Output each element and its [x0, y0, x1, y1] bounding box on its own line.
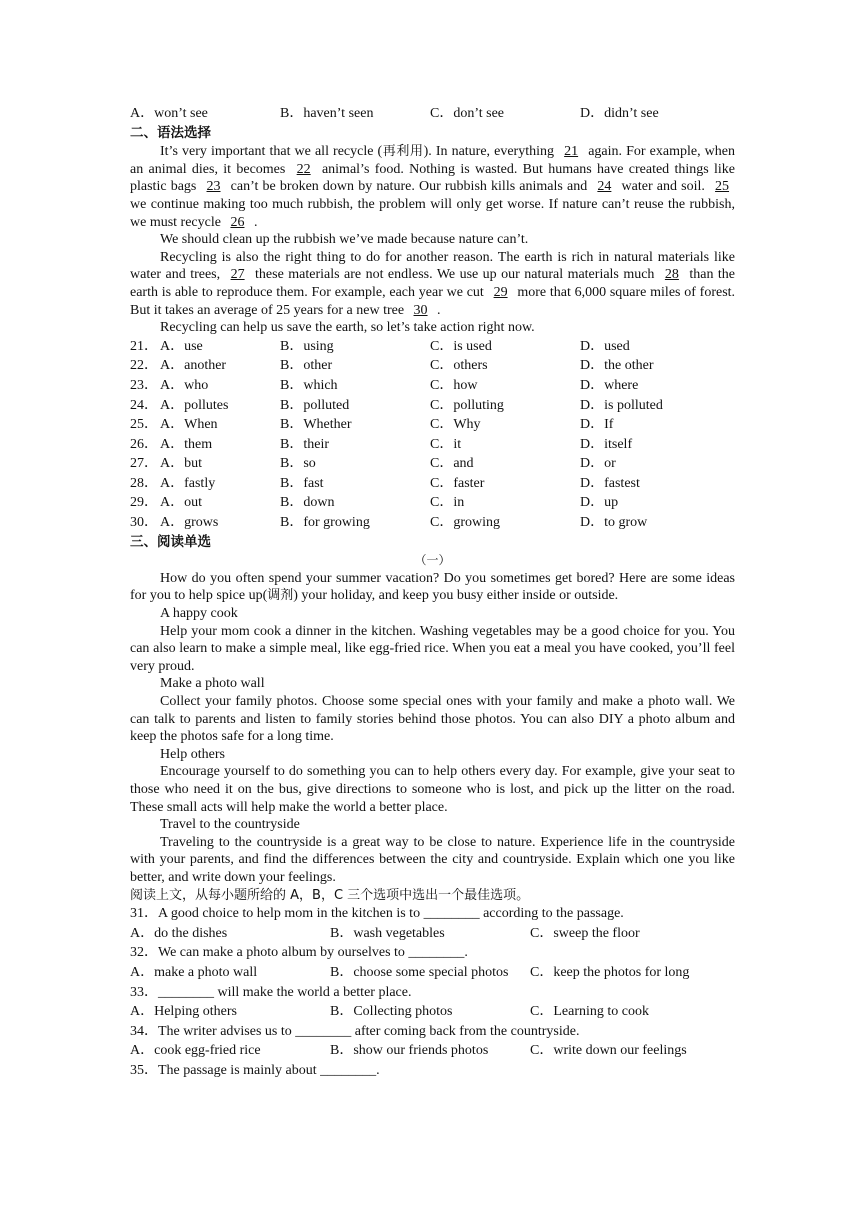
- option-a: A．fastly: [160, 475, 216, 491]
- option-d: D．used: [580, 338, 630, 354]
- question-number: 21．: [130, 338, 158, 354]
- text: .: [253, 214, 258, 230]
- option-d: D．itself: [580, 436, 633, 452]
- option-b: B．show our friends photos: [330, 1043, 489, 1059]
- grammar-paragraph-2: We should clean up the rubbish we’ve made because nature can’t.: [160, 232, 529, 248]
- option-a: A．do the dishes: [130, 925, 228, 941]
- q20-option-d: D．didn’t see: [580, 106, 659, 121]
- option-b: B．Whether: [280, 417, 352, 433]
- question-number: 30．: [130, 515, 158, 531]
- option-a: A．When: [160, 417, 218, 433]
- option-c: C．keep the photos for long: [530, 964, 690, 980]
- option-c: C．polluting: [430, 397, 504, 413]
- reading-question-stem: 33．________ will make the world a better place.: [130, 984, 412, 1000]
- text: more that 6,000 square miles of forest. But it takes an average of 25 years for a new tree: [130, 284, 736, 318]
- option-d: D．is polluted: [580, 397, 663, 413]
- option-c: C．is used: [430, 338, 492, 354]
- reading-paragraph-2: Collect your family photos. Choose some special ones with your family and make a photo wall. We can talk to parents and listen to family stories behind those photos. You can also DIY a photo album and keep the photos safe for a long time.: [130, 694, 735, 745]
- reading-options-row: [130, 1041, 735, 1061]
- option-d: D．the other: [580, 358, 654, 374]
- option-a: A．who: [160, 377, 209, 393]
- reading-question-list: [130, 904, 735, 1061]
- option-c: C．growing: [430, 515, 500, 531]
- text: ) your holiday, and keep you busy either inside or outside.: [293, 588, 619, 604]
- blank-23: 23: [206, 179, 221, 195]
- option-a: A．but: [160, 456, 202, 472]
- text: ). In nature, everything: [423, 144, 555, 160]
- option-b: B．their: [280, 436, 329, 452]
- option-a: A．cook egg-fried rice: [130, 1043, 261, 1059]
- exam-page: [130, 104, 735, 1080]
- option-b: B．for growing: [280, 515, 370, 531]
- option-c: C．Learning to cook: [530, 1004, 649, 1020]
- option-c: C．others: [430, 358, 488, 374]
- reading-options-row: [130, 924, 735, 944]
- question-number: 28．: [130, 475, 158, 491]
- text: these materials are not endless. We use up our natural materials much: [255, 267, 655, 283]
- grammar-question-row: [130, 454, 735, 474]
- option-c: C．faster: [430, 475, 485, 491]
- reading-paragraph-1: Help your mom cook a dinner in the kitchen. Washing vegetables may be a good choice for you. You can also learn to make a simple meal, like egg-fried rice. When you eat a meal you have cooked, you’ll feel very proud.: [130, 623, 735, 674]
- option-c: C．it: [430, 436, 462, 452]
- reading-question-stem: 31．A good choice to help mom in the kitchen is to ________ according to the passage.: [130, 906, 624, 922]
- question-number: 25．: [130, 417, 158, 433]
- reading-heading-3: Help others: [160, 746, 225, 762]
- question-number: 27．: [130, 456, 158, 472]
- question-number: 22．: [130, 358, 158, 374]
- option-a: A．another: [160, 358, 227, 374]
- text: again. For example, when an animal dies, it becomes: [130, 144, 735, 177]
- option-a: A．out: [160, 495, 202, 511]
- option-d: D．up: [580, 495, 619, 511]
- reading-heading-4: Travel to the countryside: [160, 817, 300, 833]
- reading-question-stem: 32．We can make a photo album by ourselves to ________.: [130, 945, 468, 961]
- blank-28: 28: [664, 267, 679, 283]
- q20-option-a: A．won’t see: [130, 106, 208, 121]
- text: we continue making too much rubbish, the problem will only get worse. If nature can’t reuse the rubbish, we must recycle: [130, 196, 735, 230]
- text-cn: 再利用: [382, 144, 424, 160]
- question-number: 26．: [130, 436, 158, 452]
- option-a: A．use: [160, 338, 203, 354]
- reading-heading-2: Make a photo wall: [160, 676, 265, 692]
- option-c: C．sweep the floor: [530, 925, 640, 941]
- text: animal’s food. Nothing is wasted. But humans have created things like plastic bags: [130, 161, 736, 195]
- option-b: B．Collecting photos: [330, 1004, 453, 1020]
- text-cn: 调剂: [267, 588, 294, 604]
- blank-27: 27: [230, 267, 245, 283]
- grammar-question-row: [130, 396, 735, 416]
- option-b: B．down: [280, 495, 335, 511]
- reading-instruction: 阅读上文，从每小题所给的 A，B，C 三个选项中选出一个最佳选项。: [130, 887, 530, 903]
- option-b: B．using: [280, 338, 334, 354]
- q20-option-c: C．don’t see: [430, 106, 505, 121]
- grammar-paragraph-3: [130, 249, 735, 319]
- grammar-question-row: [130, 415, 735, 435]
- text: .: [437, 302, 441, 318]
- grammar-paragraph-4: Recycling can help us save the earth, so let’s take action right now.: [160, 320, 535, 336]
- text: than the earth is able to reproduce them. For example, each year we cut: [130, 267, 736, 300]
- blank-30: 30: [413, 302, 428, 318]
- option-a: A．Helping others: [130, 1004, 237, 1020]
- reading-intro: [130, 570, 735, 605]
- option-b: B．polluted: [280, 397, 350, 413]
- passage-label: （一）: [414, 553, 451, 568]
- option-b: B．choose some special photos: [330, 964, 509, 980]
- option-d: D．to grow: [580, 515, 648, 531]
- option-d: D．fastest: [580, 475, 640, 491]
- grammar-paragraph-1: [130, 143, 735, 231]
- option-c: C．and: [430, 456, 474, 472]
- reading-paragraph-3: Encourage yourself to do something you can to help others every day. For example, give your seat to those who need it on the bus, give directions to someone who is lost, and pick up the litter on the road. These small acts will help make the world a better place.: [130, 764, 735, 815]
- question-number: 24．: [130, 397, 158, 413]
- reading-paragraph-4: Traveling to the countryside is a great way to be close to nature. Experience life in the countryside with your parents, and find the differences between the city and countryside. Explain which one you like better, and write down your feelings.: [130, 834, 735, 885]
- reading-options-row: [130, 963, 735, 983]
- section-title-reading: 三、阅读单选: [130, 533, 211, 550]
- reading-options-row: [130, 1002, 735, 1022]
- text: Recycling is also the right thing to do for another reason. The earth is rich in natural materials like water and trees,: [130, 249, 735, 283]
- grammar-question-row: [130, 376, 735, 396]
- blank-25: 25: [715, 179, 730, 195]
- grammar-question-row: [130, 474, 735, 494]
- option-c: C．how: [430, 377, 478, 393]
- text: water and soil.: [621, 179, 705, 195]
- option-c: C．in: [430, 495, 465, 511]
- question-number: 23．: [130, 377, 158, 393]
- option-d: D．or: [580, 456, 616, 472]
- q20-options: [130, 104, 735, 124]
- blank-21: 21: [564, 144, 579, 160]
- reading-question-stem: 34．The writer advises us to ________ after coming back from the countryside.: [130, 1023, 580, 1039]
- blank-22: 22: [296, 161, 311, 177]
- text: How do you often spend your summer vacation? Do you sometimes get bored? Here are some ideas for you to help spice up(: [130, 570, 735, 604]
- section-title-grammar: 二、语法选择: [130, 124, 211, 141]
- option-d: D．where: [580, 377, 639, 393]
- text: It’s very important that we all recycle (: [160, 144, 383, 160]
- option-c: C．write down our feelings: [530, 1043, 687, 1059]
- blank-26: 26: [230, 214, 245, 230]
- question-number: 29．: [130, 495, 158, 511]
- option-b: B．which: [280, 377, 338, 393]
- grammar-question-list: [130, 337, 735, 533]
- option-a: A．pollutes: [160, 397, 229, 413]
- option-a: A．them: [160, 436, 213, 452]
- grammar-question-row: [130, 513, 735, 533]
- blank-24: 24: [597, 179, 612, 195]
- text: can’t be broken down by nature. Our rubbish kills animals and: [230, 179, 588, 195]
- option-b: B．so: [280, 456, 316, 472]
- option-b: B．fast: [280, 475, 324, 491]
- q20-option-b: B．haven’t seen: [280, 106, 374, 121]
- blank-29: 29: [493, 284, 508, 300]
- option-c: C．Why: [430, 417, 481, 433]
- grammar-question-row: [130, 493, 735, 513]
- grammar-question-row: [130, 356, 735, 376]
- grammar-question-row: [130, 337, 735, 357]
- grammar-question-row: [130, 435, 735, 455]
- option-b: B．wash vegetables: [330, 925, 445, 941]
- option-a: A．make a photo wall: [130, 964, 258, 980]
- option-b: B．other: [280, 358, 333, 374]
- reading-heading-1: A happy cook: [160, 606, 238, 622]
- option-a: A．grows: [160, 515, 219, 531]
- option-d: D．If: [580, 417, 614, 433]
- question-35-stem: 35．The passage is mainly about ________.: [130, 1062, 380, 1078]
